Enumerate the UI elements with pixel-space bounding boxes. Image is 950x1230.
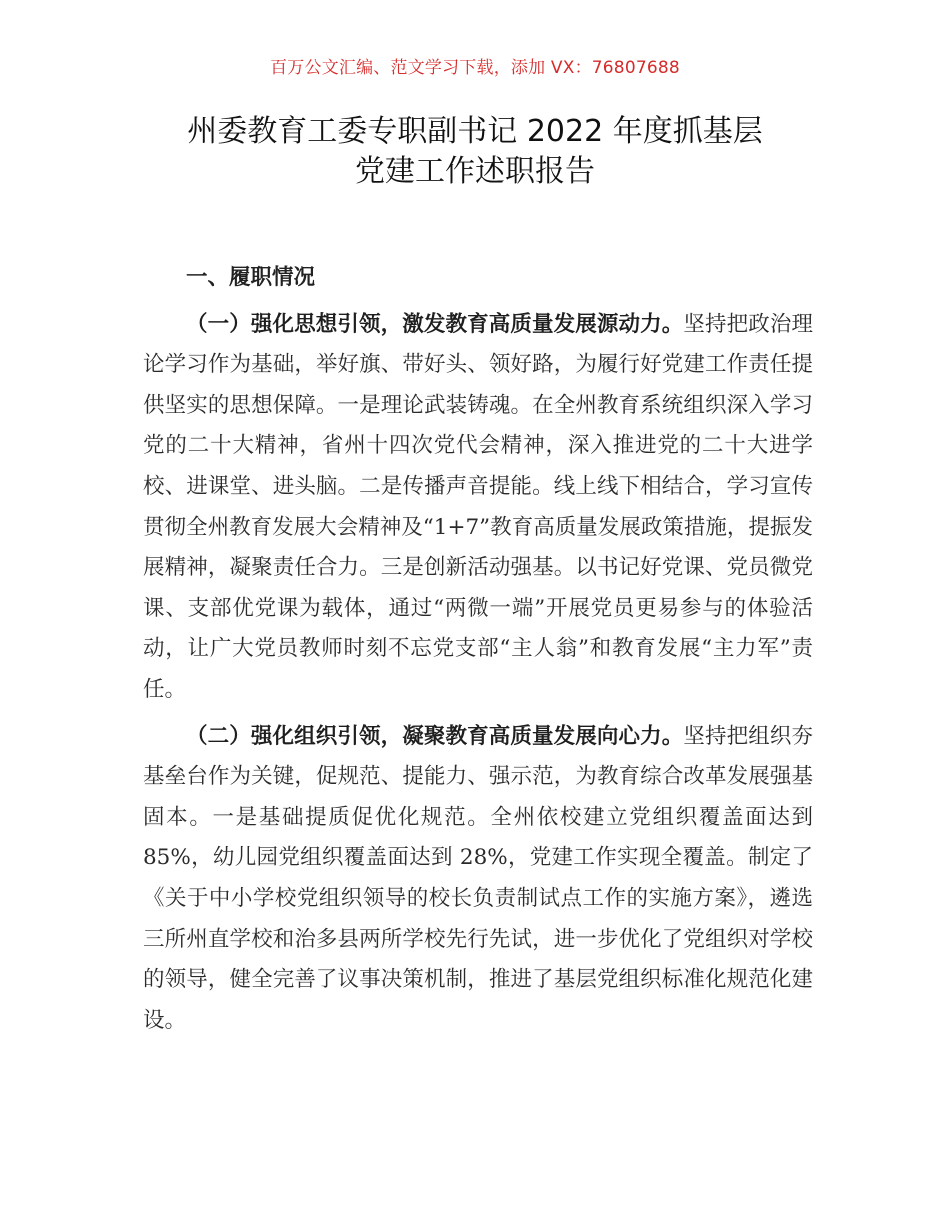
title-line-1: 州委教育工委专职副书记 2022 年度抓基层 <box>187 114 763 149</box>
paragraph-1-body: 坚持把政治理论学习作为基础，举好旗、带好头、领好路，为履行好党建工作责任提供坚实的思想保障。一是理论武装铸魂。在全州教育系统组织深入学习党的二十大精神，省州十四次党代会精神，深入推进党的二十大进学校、进课堂、进头脑。二是传播声音提能。线上线下相结合，学习宣传贯彻全州教育发展大会精神及“1+7”教育高质量发展政策措施，提振发展精神，凝聚责任合力。三是创新活动强基。以书记好党课、党员微党课、支部优党课为载体，通过“两微一端”开展党员更易参与的体验活动，让广大党员教师时刻不忘党支部“主人翁”和教育发展“主力军”责任。 <box>143 311 813 702</box>
document-body <box>143 258 813 1047</box>
title-line-2: 党建工作述职报告 <box>355 154 595 189</box>
paragraph-1-lead: （一）强化思想引领，激发教育高质量发展源动力。 <box>186 311 684 337</box>
section-heading: 一、履职情况 <box>186 265 316 290</box>
paragraph-1 <box>143 305 813 711</box>
document-title <box>0 112 950 192</box>
paragraph-2-body: 坚持把组织夯基垒台作为关键，促规范、提能力、强示范，为教育综合改革发展强基固本。一是基础提质促优化规范。全州依校建立党组织覆盖面达到 85%，幼儿园党组织覆盖面达到 28%，党建工作实现全覆盖。制定了《关于中小学校党组织领导的校长负责制试点工作的实施方案》，遴选三所州直学校和治多县两所学校先行先试，进一步优化了党组织对学校的领导，健全完善了议事决策机制，推进了基层党组织标准化规范化建设。 <box>143 723 813 1033</box>
paragraph-2-lead: （二）强化组织引领，凝聚教育高质量发展向心力。 <box>186 723 684 749</box>
paragraph-2 <box>143 717 813 1042</box>
watermark-banner: 百万公文汇编、范文学习下载，添加 VX：76807688 <box>270 58 680 78</box>
